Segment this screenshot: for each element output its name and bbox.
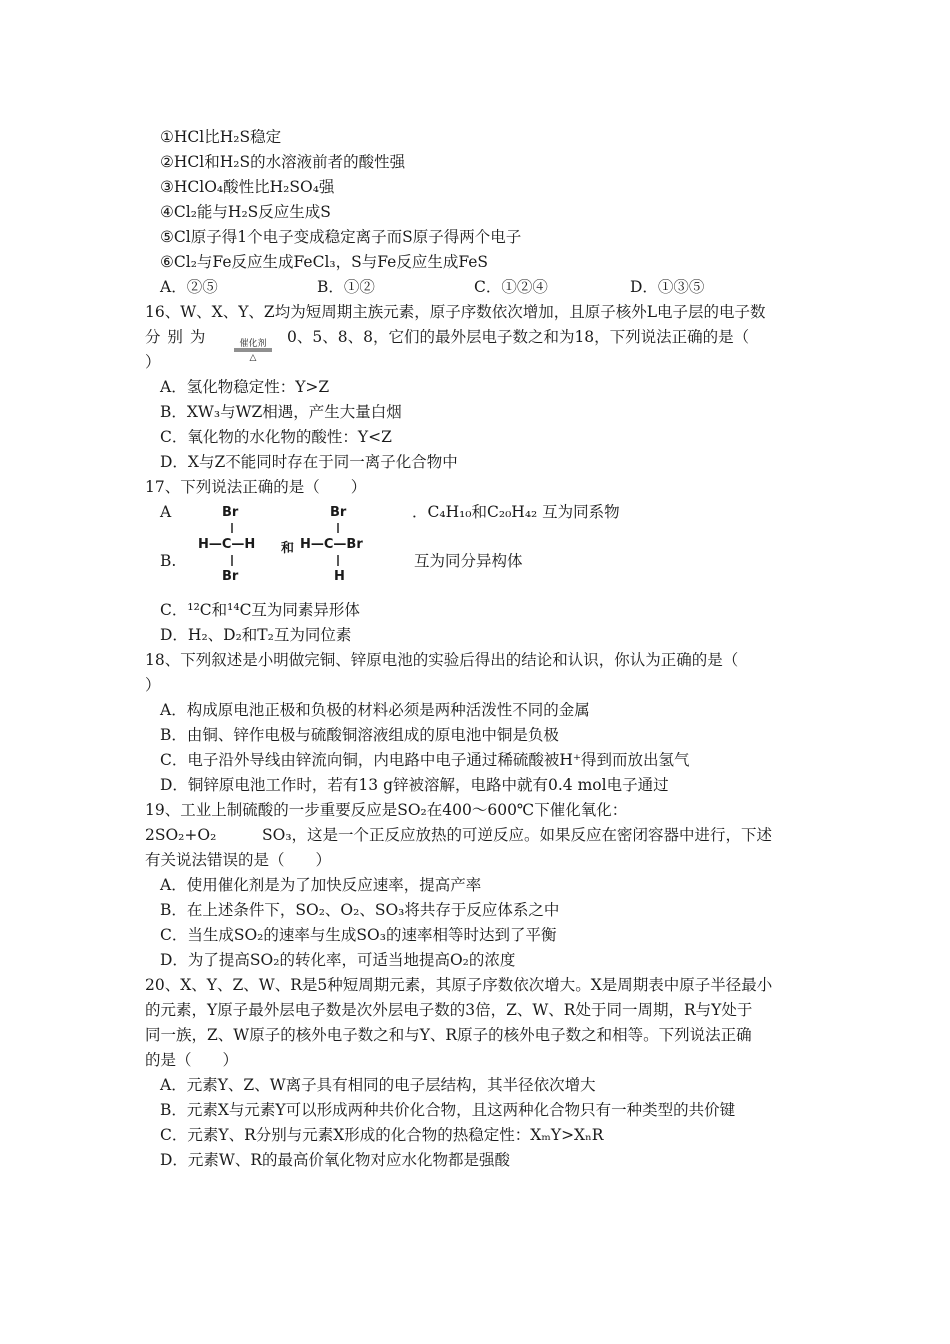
q17-option-b-label: B. [160, 552, 177, 570]
q19-option-b: B．在上述条件下，SO₂、O₂、SO₃将共存于反应体系之中 [160, 901, 560, 919]
catalyst-label: 催化剂 [239, 339, 267, 349]
q15-item-1: ①HCl比H₂S稳定 [160, 128, 282, 146]
q20-option-c: C．元素Y、R分别与元素X形成的化合物的热稳定性：XₘY>XₙR [160, 1126, 604, 1144]
q16-option-a: A．氢化物稳定性：Y>Z [160, 378, 330, 396]
q19-option-a: A．使用催化剂是为了加快反应速率，提高产率 [160, 876, 482, 894]
q15-option-d: D．①③⑤ [630, 278, 705, 296]
q15-option-c: C．①②④ [474, 278, 548, 296]
q16-stem-line-2b: 0、5、8、8，它们的最外层电子数之和为18，下列说法正确的是（ [287, 328, 750, 346]
q18-option-d: D．铜锌原电池工作时，若有13 g锌被溶解，电路中就有0.4 mol电子通过 [160, 776, 669, 794]
q18-stem-line-1: 18、下列叙述是小明做完铜、锌原电池的实验后得出的结论和认识，你认为正确的是（ [145, 651, 739, 669]
q19-stem-line-3: 有关说法错误的是（ ） [145, 851, 332, 869]
q17-option-d: D．H₂、D₂和T₂互为同位素 [160, 626, 352, 644]
q16-stem-line-3: ） [145, 353, 161, 371]
catalyst-arrow-image [232, 337, 274, 361]
q15-item-4: ④Cl₂能与H₂S反应生成S [160, 203, 331, 221]
struct-left-mid: H—C—H [198, 537, 256, 552]
q20-stem-line-1: 20、X、Y、Z、W、R是5种短周期元素，其原子序数依次增大。X是周期表中原子半径最小 [145, 976, 773, 994]
q16-option-b: B．XW₃与WZ相遇，产生大量白烟 [160, 403, 402, 421]
q20-option-b: B．元素X与元素Y可以形成两种共价化合物，且这两种化合物只有一种类型的共价键 [160, 1101, 736, 1119]
q16-stem-line-2a: 分 别 为 [145, 328, 206, 346]
q17-option-c: C．¹²C和¹⁴C互为同素异形体 [160, 601, 360, 619]
q19-stem-line-2a: 2SO₂+O₂ [145, 826, 217, 844]
q17-option-a-text: ．C₄H₁₀和C₂₀H₄₂ 互为同系物 [412, 503, 620, 521]
q18-option-a: A．构成原电池正极和负极的材料必须是两种活泼性不同的金属 [160, 701, 590, 719]
q19-option-d: D．为了提高SO₂的转化率，可适当地提高O₂的浓度 [160, 951, 516, 969]
struct-left-top: Br [222, 505, 239, 520]
q15-item-3: ③HClO₄酸性比H₂SO₄强 [160, 178, 335, 196]
q15-item-5: ⑤Cl原子得1个电子变成稳定离子而S原子得两个电子 [160, 228, 522, 246]
q15-option-b: B．①② [317, 278, 375, 296]
struct-right-mid: H—C—Br [300, 537, 363, 552]
q18-stem-line-2: ） [145, 676, 161, 694]
catalyst-heat: △ [249, 353, 257, 361]
q20-stem-line-4: 的是（ ） [145, 1051, 239, 1069]
q15-item-2: ②HCl和H₂S的水溶液前者的酸性强 [160, 153, 406, 171]
q17-option-a-label: A [160, 503, 172, 521]
q20-stem-line-3: 同一族，Z、W原子的核外电子数之和与Y、R原子的核外电子数之和相等。下列说法正确 [145, 1026, 752, 1044]
struct-join: 和 [281, 541, 295, 556]
q20-option-d: D．元素W、R的最高价氧化物对应水化物都是强酸 [160, 1151, 511, 1169]
q16-stem-line-1: 16、W、X、Y、Z均为短周期主族元素，原子序数依次增加，且原子核外L电子层的电子数 [145, 303, 766, 321]
q19-stem-line-2b: SO₃，这是一个正反应放热的可逆反应。如果反应在密闭容器中进行，下述 [262, 826, 773, 844]
q20-stem-line-2: 的元素，Y原子最外层电子数是次外层电子数的3倍，Z、W、R处于同一周期，R与Y处于 [145, 1001, 753, 1019]
q20-option-a: A．元素Y、Z、W离子具有相同的电子层结构，其半径依次增大 [160, 1076, 596, 1094]
q16-option-d: D．X与Z不能同时存在于同一离子化合物中 [160, 453, 458, 471]
struct-bonds [190, 500, 420, 590]
q16-option-c: C．氧化物的水化物的酸性：Y<Z [160, 428, 392, 446]
q18-option-b: B．由铜、锌作电极与硫酸铜溶液组成的原电池中铜是负极 [160, 726, 559, 744]
q17-stem: 17、下列说法正确的是（ ） [145, 478, 367, 496]
q15-option-a: A．②⑤ [160, 278, 218, 296]
struct-right-bottom: H [334, 569, 345, 584]
struct-left-bottom: Br [222, 569, 239, 584]
q18-option-c: C．电子沿外导线由锌流向铜，内电路中电子通过稀硫酸被H⁺得到而放出氢气 [160, 751, 690, 769]
struct-right-top: Br [330, 505, 347, 520]
q19-stem-line-1: 19、工业上制硫酸的一步重要反应是SO₂在400～600℃下催化氧化： [145, 801, 628, 819]
q15-item-6: ⑥Cl₂与Fe反应生成FeCl₃，S与Fe反应生成FeS [160, 253, 489, 271]
q17-option-b-text: 互为同分异构体 [414, 552, 523, 570]
q19-option-c: C．当生成SO₂的速率与生成SO₃的速率相等时达到了平衡 [160, 926, 557, 944]
